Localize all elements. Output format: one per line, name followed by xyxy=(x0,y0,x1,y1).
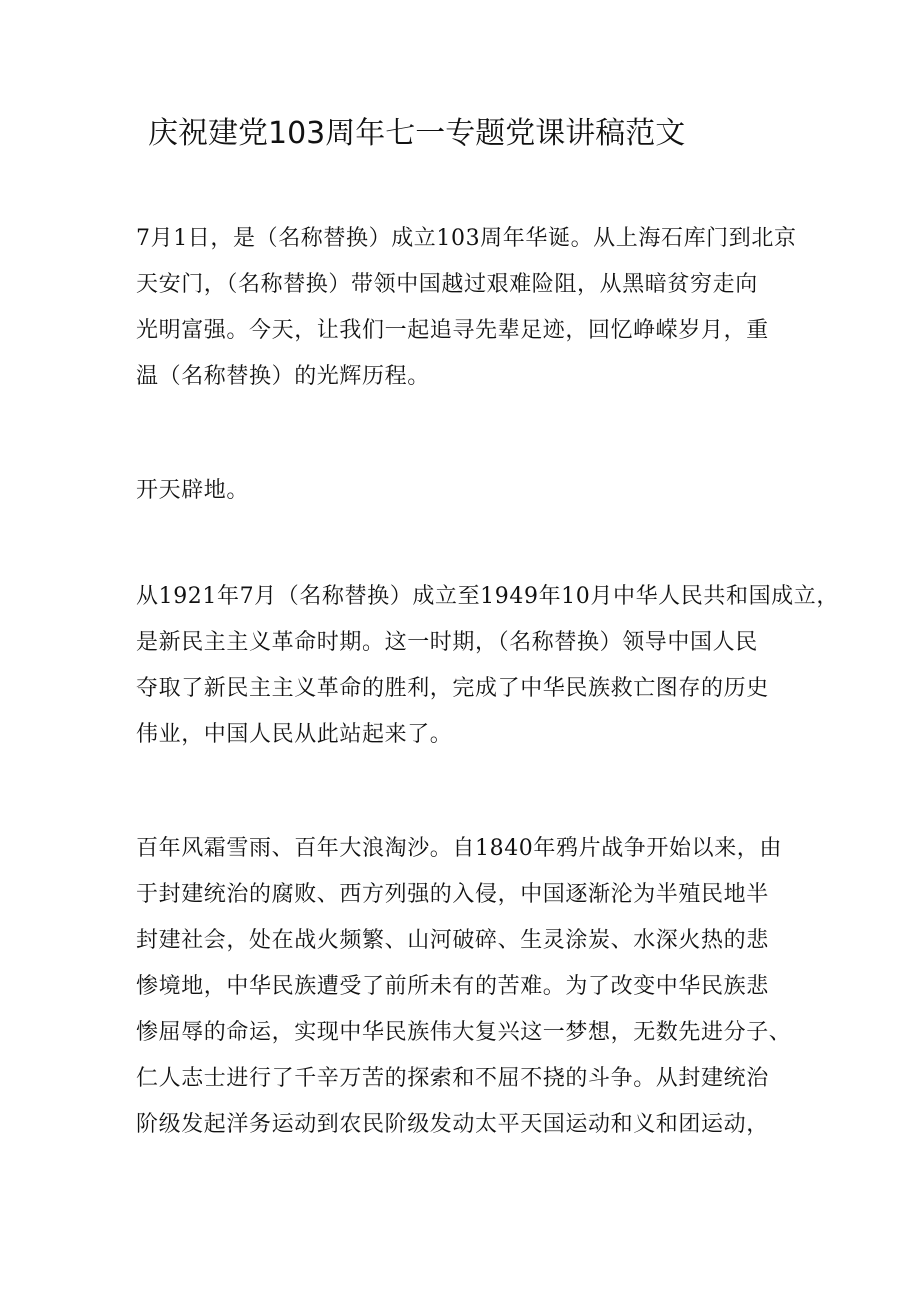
text-line: 惨境地，中华民族遭受了前所未有的苦难。为了改变中华民族悲 xyxy=(136,974,769,999)
text-line: 仁人志士进行了千辛万苦的探索和不屈不挠的斗争。从封建统治 xyxy=(136,1066,769,1091)
text-line: 开天辟地。 xyxy=(136,478,250,503)
text-line: 夺取了新民主主义革命的胜利，完成了中华民族救亡图存的历史 xyxy=(136,676,769,701)
text-line: 于封建统治的腐败、西方列强的入侵，中国逐渐沦为半殖民地半 xyxy=(136,882,769,907)
paragraph-history xyxy=(136,826,796,1148)
document-title: 庆祝建党103周年七一专题党课讲稿范文 xyxy=(148,116,686,151)
text-line: 天安门，（名称替换）带领中国越过艰难险阻，从黑暗贫穷走向 xyxy=(136,272,758,297)
paragraph-period xyxy=(136,574,839,758)
text-line: 温（名称替换）的光辉历程。 xyxy=(136,364,430,389)
text-line: 百年风霜雪雨、百年大浪淘沙。自1840年鸦片战争开始以来，由 xyxy=(136,836,782,861)
text-line: 从1921年7月（名称替换）成立至1949年10月中华人民共和国成立， xyxy=(136,584,839,609)
text-line: 7月1日，是（名称替换）成立103周年华诞。从上海石库门到北京 xyxy=(136,226,797,251)
paragraph-intro xyxy=(136,216,796,400)
text-line: 是新民主主义革命时期。这一时期，（名称替换）领导中国人民 xyxy=(136,630,758,655)
text-line: 阶级发起洋务运动到农民阶级发动太平天国运动和义和团运动， xyxy=(136,1112,769,1137)
text-line: 光明富强。今天，让我们一起追寻先辈足迹，回忆峥嵘岁月，重 xyxy=(136,318,769,343)
text-line: 伟业，中国人民从此站起来了。 xyxy=(136,722,453,747)
text-line: 封建社会，处在战火频繁、山河破碎、生灵涂炭、水深火热的悲 xyxy=(136,928,769,953)
text-line: 惨屈辱的命运，实现中华民族伟大复兴这一梦想，无数先进分子、 xyxy=(136,1020,792,1045)
section-heading xyxy=(136,468,796,514)
